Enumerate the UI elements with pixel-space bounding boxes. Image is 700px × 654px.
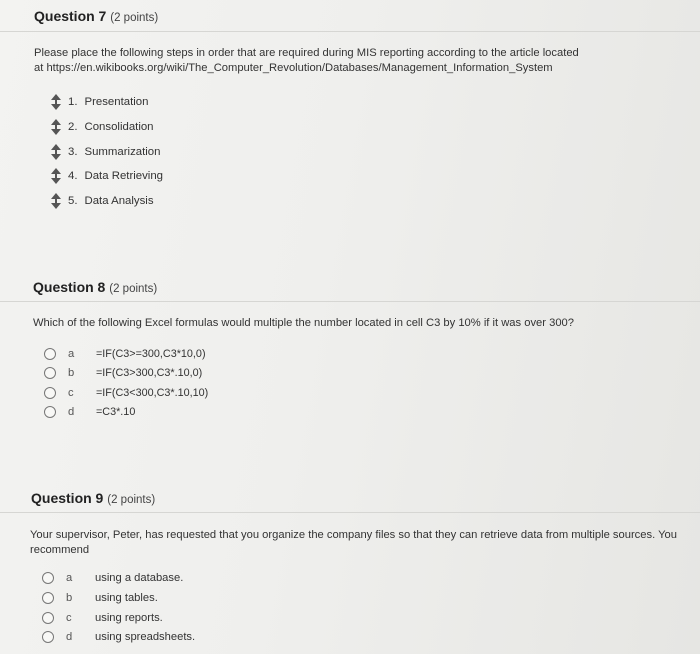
- order-item-3[interactable]: [50, 143, 160, 161]
- reorder-arrows-icon[interactable]: [50, 168, 62, 184]
- radio-button[interactable]: [42, 612, 54, 624]
- option-letter: a: [66, 572, 73, 584]
- option-letter: b: [66, 592, 73, 604]
- question-7-title: Question 7: [34, 8, 107, 24]
- radio-button[interactable]: [44, 348, 56, 360]
- divider: [0, 301, 700, 302]
- option-d-text: =C3*.10: [96, 406, 136, 418]
- radio-button[interactable]: [44, 406, 56, 418]
- option-c[interactable]: [44, 384, 88, 402]
- prompt-line: Please place the following steps in order that are required during MIS reporting according to the article located: [34, 47, 579, 59]
- radio-button[interactable]: [44, 387, 56, 399]
- option-d[interactable]: [44, 403, 88, 421]
- question-9-title: Question 9: [31, 490, 104, 506]
- reorder-arrows-icon[interactable]: [50, 94, 62, 110]
- option-c[interactable]: [42, 609, 86, 627]
- order-item-4[interactable]: [50, 167, 163, 185]
- order-item-1[interactable]: [50, 93, 148, 111]
- option-c-text: using reports.: [95, 612, 163, 624]
- question-8-points: (2 points): [109, 283, 158, 295]
- option-letter: d: [68, 406, 75, 418]
- divider: [0, 31, 700, 32]
- option-b-text: =IF(C3>300,C3*.10,0): [96, 367, 203, 379]
- question-7-header: [34, 8, 158, 24]
- divider: [0, 512, 700, 513]
- order-item-label: Data Analysis: [84, 195, 154, 207]
- question-7-points: (2 points): [110, 12, 159, 24]
- radio-button[interactable]: [42, 631, 54, 643]
- option-letter: a: [68, 348, 75, 360]
- radio-button[interactable]: [44, 367, 56, 379]
- option-b[interactable]: [42, 589, 86, 607]
- option-letter: b: [68, 367, 75, 379]
- option-a-text: =IF(C3>=300,C3*10,0): [96, 348, 206, 360]
- question-8-header: [33, 279, 157, 295]
- order-item-label: Presentation: [84, 96, 149, 108]
- order-item-label: Consolidation: [84, 121, 154, 133]
- order-item-number: 2.: [68, 121, 78, 133]
- question-9-header: [31, 490, 155, 506]
- question-9-points: (2 points): [107, 494, 156, 506]
- option-letter: d: [66, 631, 73, 643]
- question-9-prompt: [30, 528, 677, 558]
- order-item-number: 5.: [68, 195, 78, 207]
- order-item-label: Data Retrieving: [84, 170, 164, 182]
- prompt-line: at https://en.wikibooks.org/wiki/The_Computer_Revolution/Databases/Management_Information_System: [34, 62, 553, 74]
- reorder-arrows-icon[interactable]: [50, 193, 62, 209]
- option-a[interactable]: [44, 345, 88, 363]
- order-item-number: 3.: [68, 146, 78, 158]
- order-item-number: 4.: [68, 170, 78, 182]
- order-item-2[interactable]: [50, 118, 154, 136]
- question-8-title: Question 8: [33, 279, 106, 295]
- question-7-prompt: [34, 46, 579, 76]
- radio-button[interactable]: [42, 592, 54, 604]
- reorder-arrows-icon[interactable]: [50, 119, 62, 135]
- prompt-line: recommend: [30, 544, 90, 556]
- order-item-5[interactable]: [50, 192, 154, 210]
- option-c-text: =IF(C3<300,C3*.10,10): [96, 387, 209, 399]
- option-a[interactable]: [42, 569, 86, 587]
- option-d[interactable]: [42, 628, 86, 646]
- order-item-number: 1.: [68, 96, 78, 108]
- question-8-prompt: Which of the following Excel formulas would multiple the number located in cell C3 by 10% if it was over 300?: [33, 317, 574, 329]
- option-d-text: using spreadsheets.: [95, 631, 196, 643]
- option-b-text: using tables.: [95, 592, 158, 604]
- order-item-label: Summarization: [84, 146, 161, 158]
- prompt-line: Your supervisor, Peter, has requested that you organize the company files so that they can retrieve data from multiple sources. You: [30, 529, 677, 541]
- radio-button[interactable]: [42, 572, 54, 584]
- option-letter: c: [68, 387, 74, 399]
- option-a-text: using a database.: [95, 572, 184, 584]
- option-b[interactable]: [44, 364, 88, 382]
- option-letter: c: [66, 612, 72, 624]
- reorder-arrows-icon[interactable]: [50, 144, 62, 160]
